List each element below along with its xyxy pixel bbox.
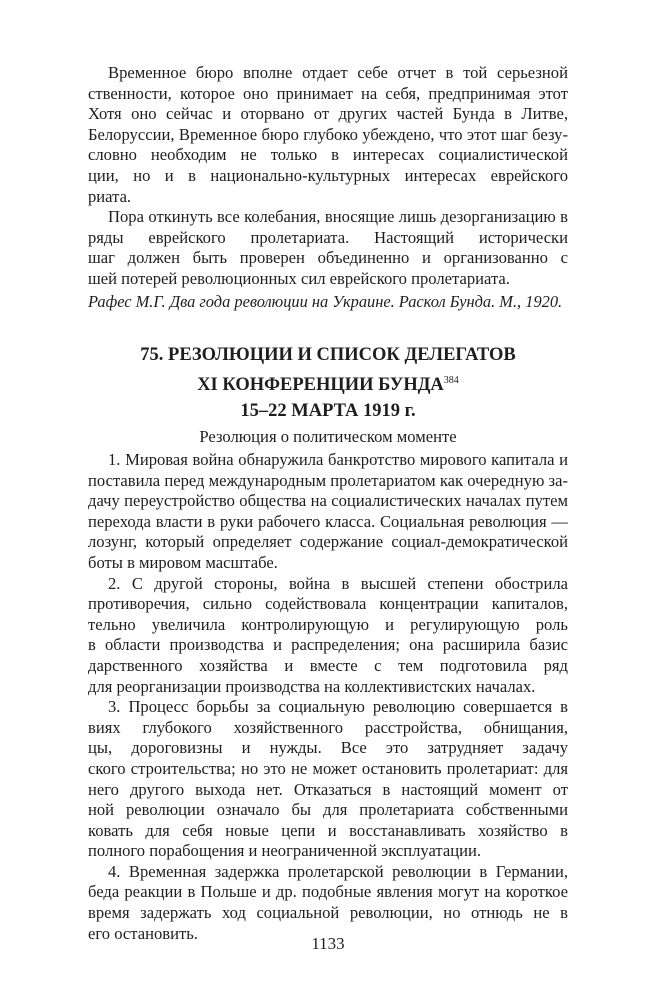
text-line: шей потерей революционных сил еврейского пролетариата. bbox=[88, 268, 510, 288]
text-line: дачу переустройство общества на социалистических началах путем bbox=[88, 491, 568, 511]
text-line: время задержать ход социальной революции, но отнюдь не в bbox=[88, 903, 568, 923]
text-line: ственности, которое оно принимает на себя, предпринимая этот bbox=[88, 83, 568, 103]
text-line: 1. Мировая война обнаружила банкротство мирового капитала и bbox=[108, 450, 568, 469]
text-line: виях глубокого хозяйственного расстройства, обнищания, bbox=[88, 717, 568, 737]
paragraph bbox=[88, 450, 568, 574]
text-line: боты в мировом масштабе. bbox=[88, 552, 278, 572]
text-line: словно необходим не только в интересах социалистической bbox=[88, 145, 568, 165]
paragraph bbox=[88, 63, 568, 207]
text-line: риата. bbox=[88, 186, 132, 206]
text-line: шаг должен быть проверен объединенно и организованно с bbox=[88, 248, 568, 268]
text-line: лозунг, который определяет содержание социал-демократической bbox=[88, 532, 568, 552]
paragraph bbox=[88, 207, 568, 289]
footnote-ref[interactable]: 384 bbox=[443, 375, 459, 386]
text-line: Пора откинуть все колебания, вносящие лишь дезорганизацию в bbox=[108, 207, 568, 227]
heading-line-2: XI КОНФЕРЕНЦИИ БУНДА$^{384}$ bbox=[197, 375, 459, 395]
resolution-text bbox=[88, 450, 568, 944]
document-heading bbox=[88, 342, 568, 424]
text-line: ряды еврейского пролетариата. Настоящий исторически bbox=[88, 227, 568, 247]
text-line: цы, дороговизны и нужды. Все это затрудняет задачу bbox=[88, 738, 568, 758]
text-line: него другого выхода нет. Отказаться в настоящий момент от bbox=[88, 779, 568, 799]
text-line: ского строительства; но это не может остановить пролетариат: для bbox=[88, 758, 568, 778]
text-line: 4. Временная задержка пролетарской революции в Германии, bbox=[108, 861, 568, 881]
text-line: ковать для себя новые цепи и восстанавливать хозяйство в bbox=[88, 820, 568, 840]
source-citation: Рафес М.Г. Два года революции на Украине. Раскол Бунда. М., 1920. bbox=[88, 292, 563, 311]
text-line: Хотя оно сейчас и оторвано от других частей Бунда в Литве, bbox=[88, 104, 568, 124]
text-line: беда реакции в Польше и др. подобные явления могут на короткое bbox=[88, 882, 568, 902]
intro-text bbox=[88, 63, 568, 290]
text-line: ной революции означало бы для пролетариата собственными bbox=[88, 800, 568, 820]
heading-line-1: 75. РЕЗОЛЮЦИИ И СПИСОК ДЕЛЕГАТОВ bbox=[140, 345, 516, 365]
text-line: для реорганизации производства на коллективистских началах. bbox=[88, 676, 536, 696]
text-line: 2. С другой стороны, война в высшей степени обострила bbox=[108, 573, 568, 593]
text-line: 3. Процесс борьбы за социальную революцию совершается в bbox=[108, 697, 568, 717]
text-line: противоречия, сильно содействовала концентрации капиталов, bbox=[88, 594, 568, 614]
text-line: дарственного хозяйства и вместе с тем подготовила ряд bbox=[88, 655, 568, 675]
text-line: Временное бюро вполне отдает себе отчет в той серьезной bbox=[108, 63, 568, 82]
text-line: его остановить. bbox=[88, 923, 198, 943]
paragraph bbox=[88, 862, 568, 944]
text-line: перехода власти в руки рабочего класса. Социальная революция — bbox=[88, 511, 568, 531]
text-line: ции, но и в национально-культурных интересах еврейского bbox=[88, 165, 568, 185]
text-line: в области производства и распределения; она расширила базис bbox=[88, 635, 568, 655]
text-line: тельно увеличила контролирующую и регулирующую роль bbox=[88, 614, 568, 634]
text-line: полного порабощения и неограниченной эксплуатации. bbox=[88, 841, 482, 861]
subheading: Резолюция о политическом моменте bbox=[199, 427, 457, 446]
text-line: поставила перед международным пролетариатом как очередную за- bbox=[88, 470, 568, 490]
text-line: Белоруссии, Временное бюро глубоко убеждено, что этот шаг безу- bbox=[88, 124, 568, 144]
heading-line-3: 15–22 МАРТА 1919 г. bbox=[240, 401, 416, 421]
paragraph bbox=[88, 574, 568, 698]
paragraph bbox=[88, 697, 568, 862]
page-number: 1133 bbox=[311, 934, 345, 953]
